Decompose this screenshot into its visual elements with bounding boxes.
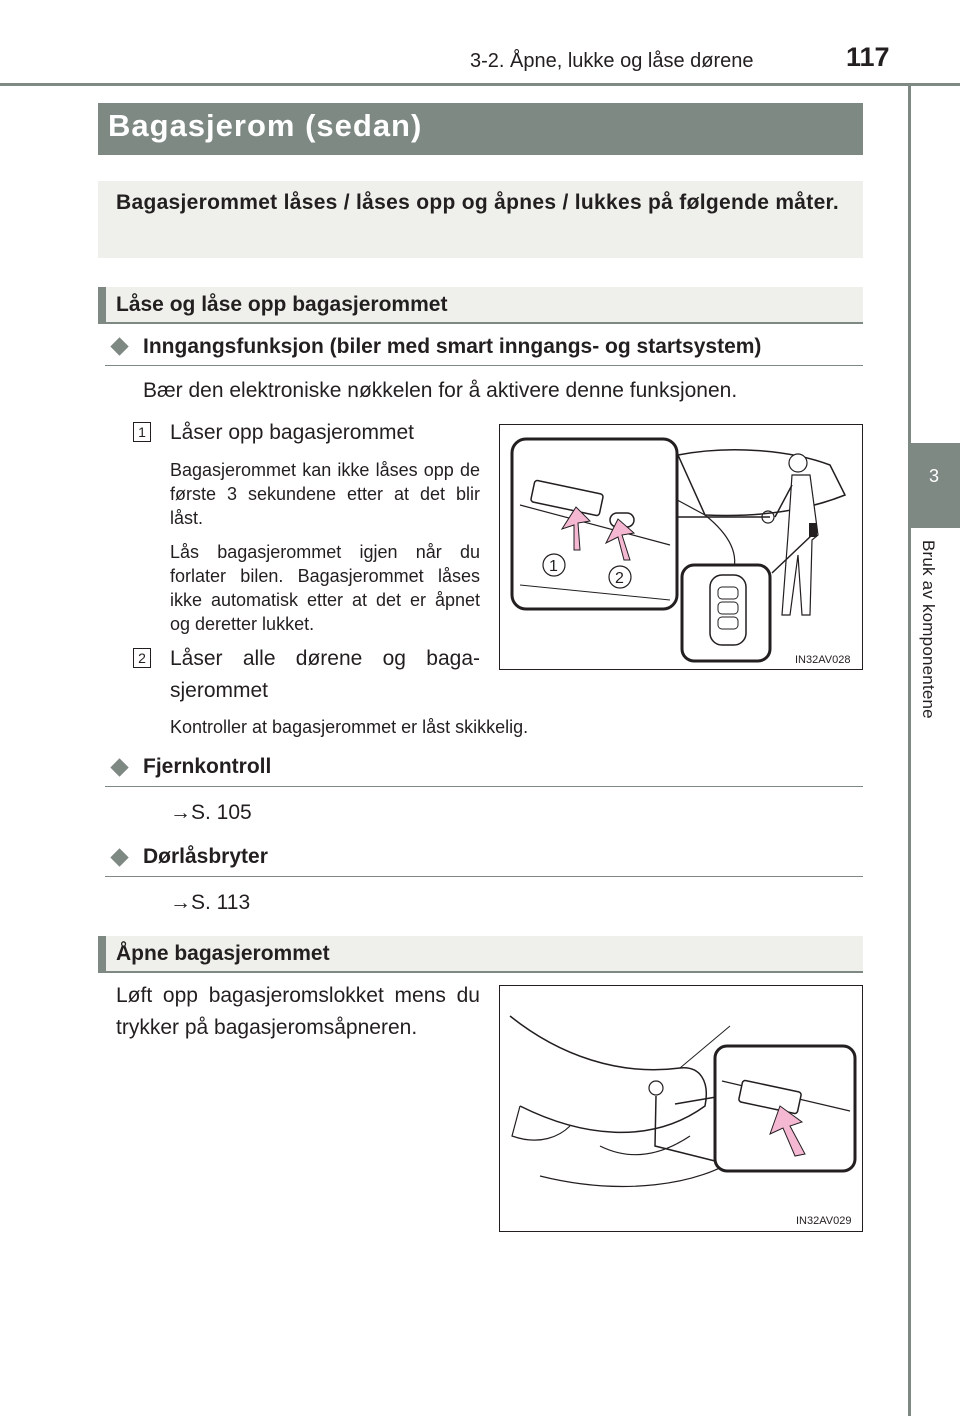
subheading-entry-function: Inngangsfunksjon (biler med smart inngangs- og startsystem) bbox=[143, 335, 762, 358]
ref-remote[interactable]: →S. 105 bbox=[170, 801, 252, 824]
step-2-label: Låser alle dørene og baga-sjerommet bbox=[170, 647, 480, 702]
subheading-remote: Fjernkontroll bbox=[143, 755, 272, 778]
chapter-number: 3 bbox=[928, 466, 939, 486]
intro-text: Bagasjerommet låses / låses opp og åpnes / lukkes på følgende måter. bbox=[116, 191, 839, 214]
chapter-label: Bruk av komponentene bbox=[919, 540, 938, 719]
figure-callout-1: 1 bbox=[549, 558, 558, 575]
running-header-section: 3-2. Åpne, lukke og låse dørene bbox=[470, 50, 754, 72]
figure-code-1: IN32AV028 bbox=[795, 654, 851, 666]
subheading-rule bbox=[105, 876, 863, 877]
section-heading-open: Åpne bagasjerommet bbox=[116, 942, 330, 965]
illustration-trunk-lock-sensor bbox=[500, 425, 861, 668]
figure-callout-2: 2 bbox=[615, 570, 624, 587]
section-heading-lock: Låse og låse opp bagasjerommet bbox=[116, 293, 448, 316]
side-rule bbox=[908, 86, 911, 1416]
subheading-rule bbox=[105, 365, 863, 366]
page-title: Bagasjerom (sedan) bbox=[108, 108, 423, 143]
figure-code-2: IN32AV029 bbox=[796, 1215, 852, 1227]
step-2-note: Kontroller at bagasjerommet er låst skikkelig. bbox=[170, 717, 529, 737]
step-1-note-2: Lås bagasjerommet igjen når du forlater bilen. Bagasjerommet låses ikke automatisk etter at det er åpnet og deretter lukket. bbox=[170, 542, 480, 634]
entry-function-lead: Bær den elektroniske nøkkelen for å aktivere denne funksjonen. bbox=[143, 379, 738, 402]
step-1-note-1: Bagasjerommet kan ikke låses opp de første 3 sekundene etter at det blir låst. bbox=[170, 460, 480, 528]
step-1-label: Låser opp bagasjerommet bbox=[170, 421, 414, 444]
illustration-trunk-opener bbox=[500, 986, 861, 1230]
section-heading-rule bbox=[98, 971, 863, 973]
subheading-rule bbox=[105, 786, 863, 787]
open-trunk-text: Løft opp bagasjeromslokket mens du trykker på bagasjeromsåpneren. bbox=[116, 984, 480, 1039]
page-number: 117 bbox=[846, 42, 890, 72]
diamond-bullet-icon bbox=[110, 758, 128, 776]
figure-smart-key-trunk bbox=[499, 424, 863, 670]
diamond-bullet-icon bbox=[110, 337, 128, 355]
step-number-1: 1 bbox=[133, 422, 151, 442]
subheading-door-lock-switch: Dørlåsbryter bbox=[143, 845, 268, 868]
header-rule bbox=[0, 83, 960, 86]
diamond-bullet-icon bbox=[110, 848, 128, 866]
section-heading-rule bbox=[98, 322, 863, 324]
step-number-2: 2 bbox=[133, 648, 151, 668]
figure-trunk-opener bbox=[499, 985, 863, 1232]
ref-door-lock-switch[interactable]: →S. 113 bbox=[170, 891, 251, 914]
